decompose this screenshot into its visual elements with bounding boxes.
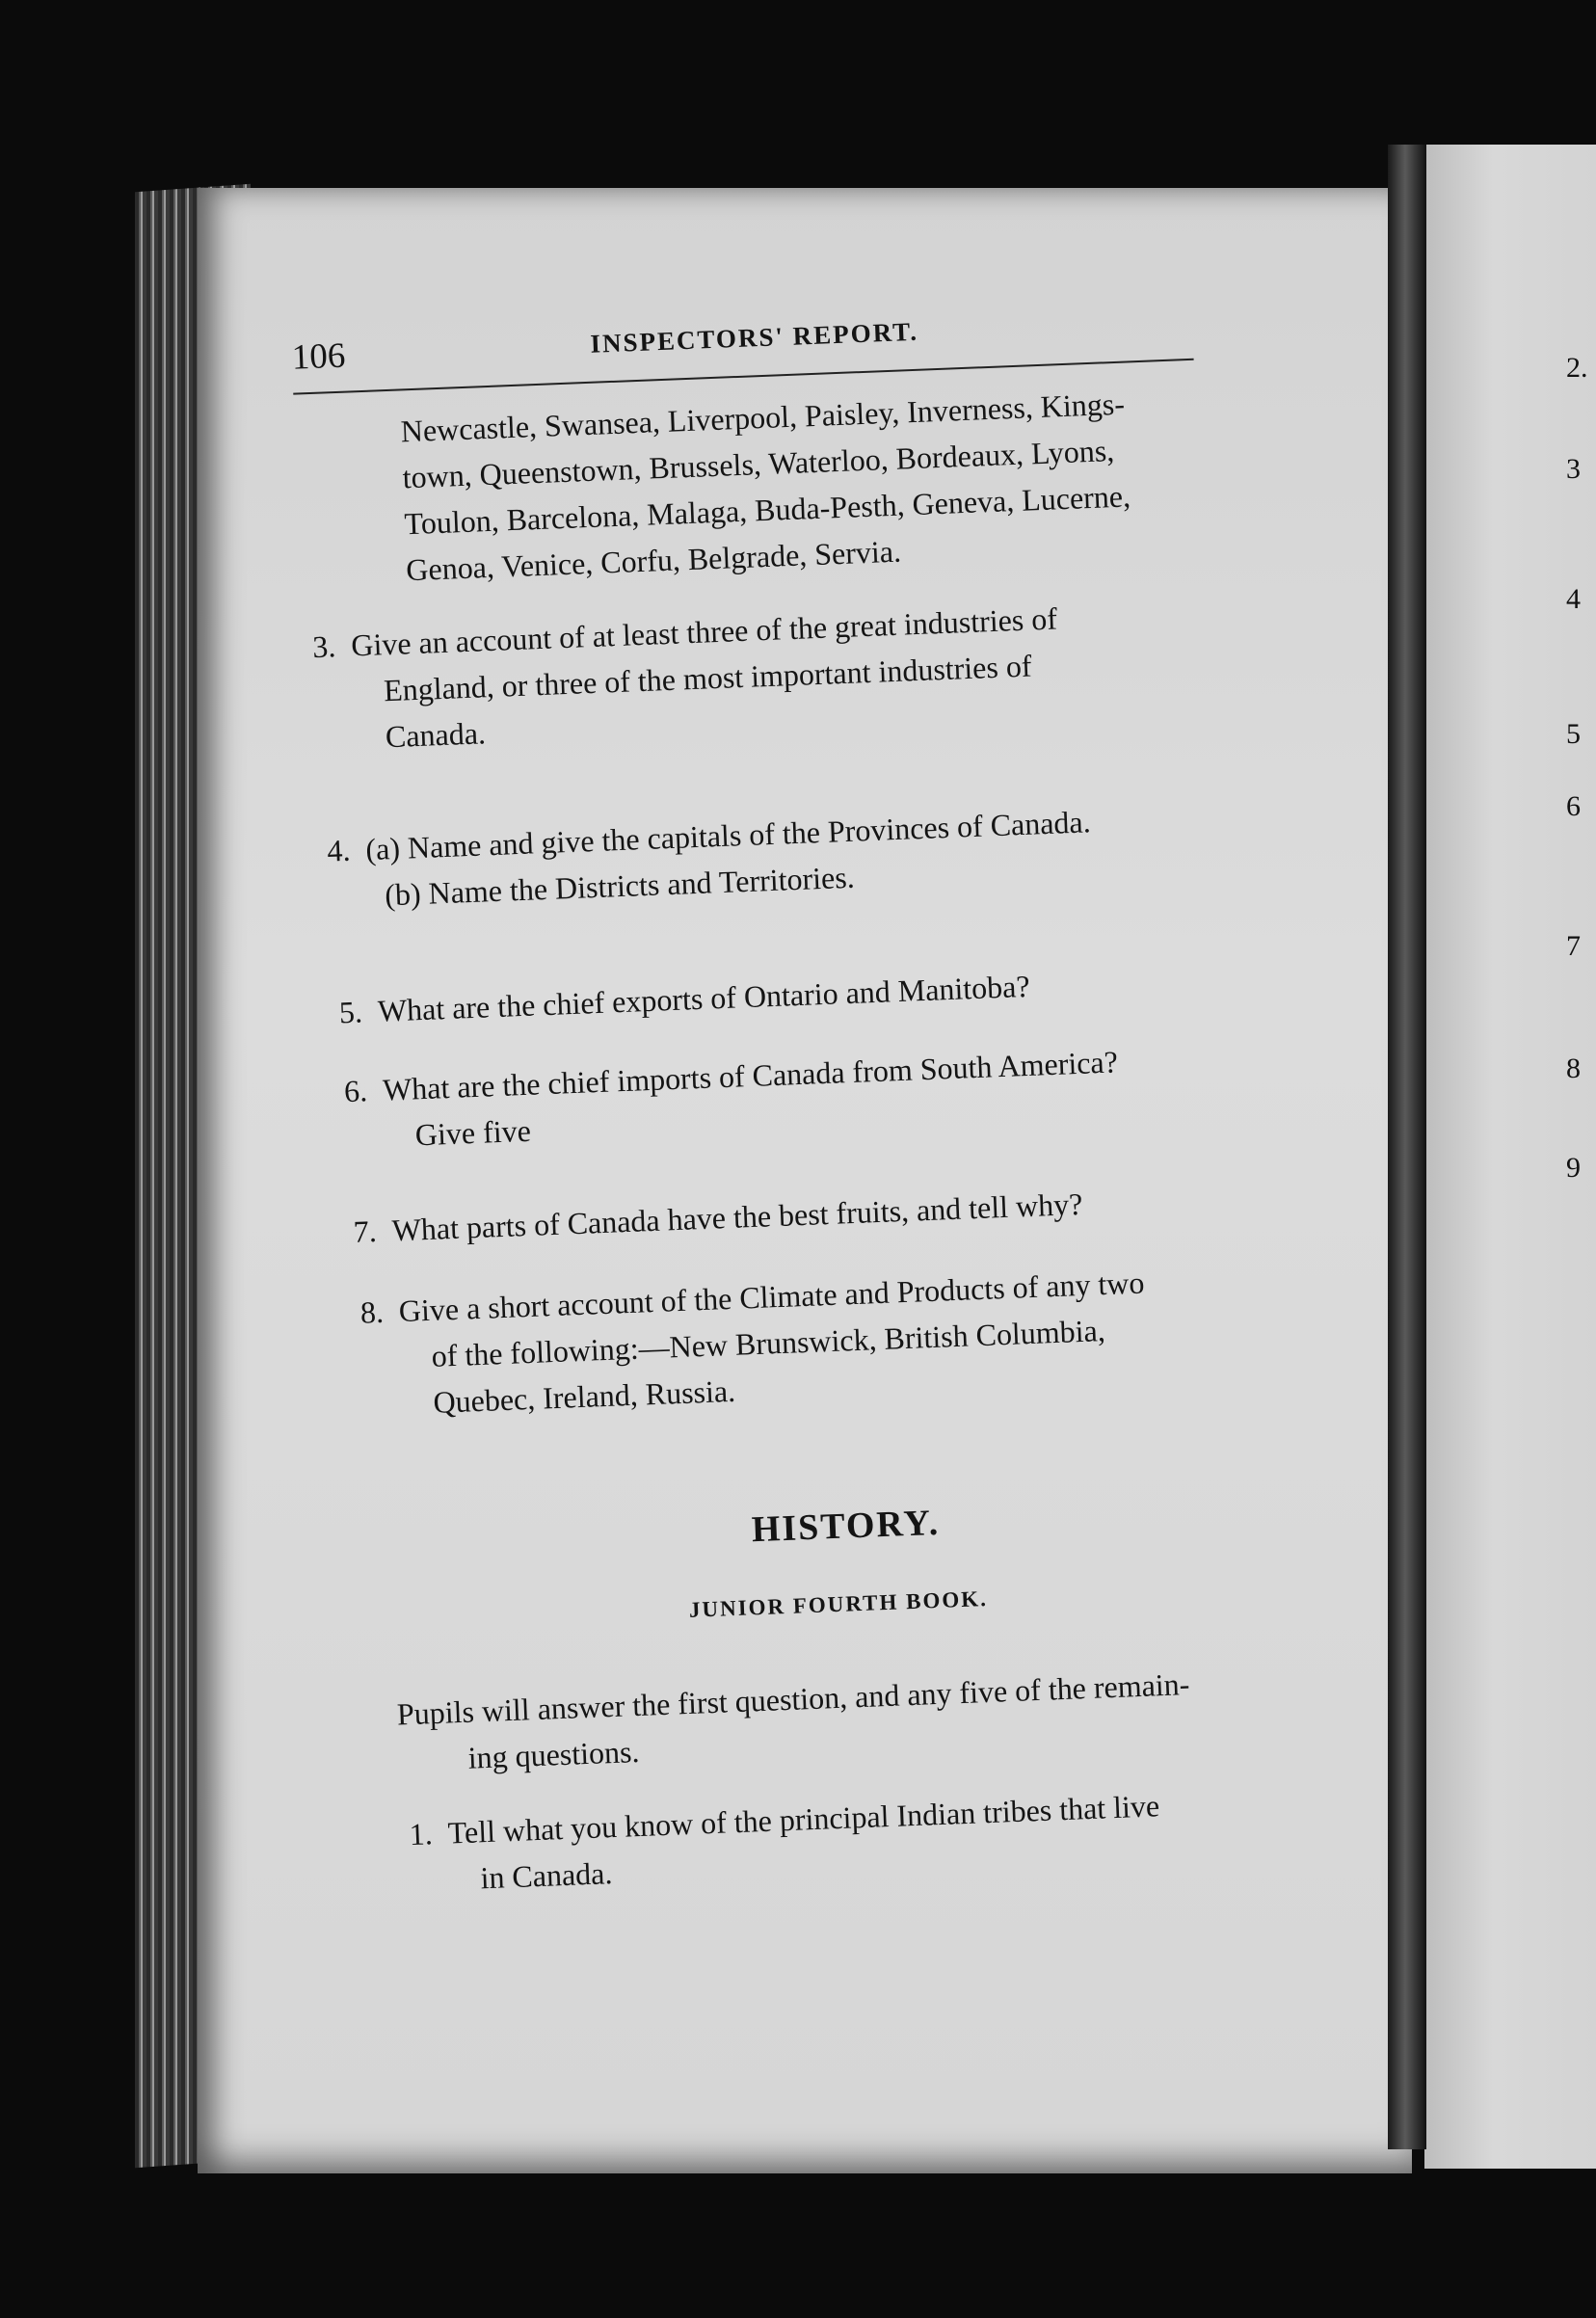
history-question-1: [409, 1782, 1162, 1904]
question-text: Quebec, Ireland, Russia.: [432, 1372, 736, 1420]
question-text: Tell what you know of the principal Indian tribes that live: [447, 1788, 1160, 1851]
question-6: [343, 1038, 1120, 1160]
facing-marker: 2.: [1566, 352, 1588, 384]
question-text: Give a short account of the Climate and Products of any two: [398, 1265, 1146, 1329]
text-line: Toulon, Barcelona, Malaga, Buda-Pesth, Geneva, Lucerne,: [403, 478, 1131, 542]
question-text: What are the chief exports of Ontario and Manitoba?: [377, 968, 1031, 1028]
continuation-paragraph: [400, 381, 1133, 594]
facing-marker: 8: [1566, 1052, 1581, 1084]
question-text: (b) Name the Districts and Territories.: [384, 859, 856, 913]
facing-marker: 9: [1566, 1152, 1581, 1184]
question-number: 5.: [338, 994, 363, 1030]
section-heading: HISTORY.: [751, 1502, 941, 1551]
question-text: in Canada.: [479, 1855, 613, 1896]
question-4: [327, 798, 1094, 919]
facing-marker: 7: [1566, 930, 1581, 962]
question-text: Canada.: [385, 715, 487, 755]
question-number: 7.: [352, 1213, 378, 1249]
facing-marker: 5: [1566, 718, 1581, 750]
question-text: Give an account of at least three of the great industries of: [350, 600, 1058, 663]
question-text: What parts of Canada have the best fruits, and tell why?: [390, 1186, 1083, 1248]
text-line: Newcastle, Swansea, Liverpool, Paisley, Inverness, Kings-: [400, 386, 1126, 449]
question-text: Give five: [414, 1112, 532, 1153]
question-text: What are the chief imports of Canada from South America?: [382, 1044, 1119, 1107]
running-head-title: INSPECTORS' REPORT.: [589, 316, 919, 359]
question-7: [353, 1181, 1083, 1255]
instruction-text: ing questions.: [467, 1733, 641, 1775]
running-head: [291, 303, 1191, 378]
question-number: 8.: [359, 1293, 385, 1330]
text-line: town, Queenstown, Brussels, Waterloo, Bordeaux, Lyons,: [401, 433, 1115, 495]
instructions-paragraph: [396, 1661, 1192, 1784]
page-number: 106: [291, 335, 347, 378]
question-number: 4.: [326, 832, 352, 868]
question-8: [359, 1259, 1149, 1427]
section-subheading: JUNIOR FOURTH BOOK.: [688, 1585, 989, 1622]
facing-marker: 3: [1566, 453, 1581, 485]
question-text: England, or three of the most important industries of: [383, 648, 1033, 708]
question-text: (a) Name and give the capitals of the Provinces of Canada.: [364, 804, 1092, 867]
question-3: [311, 595, 1061, 762]
question-5: [338, 963, 1030, 1035]
facing-marker: 6: [1566, 790, 1581, 822]
facing-marker: 4: [1566, 583, 1581, 615]
instruction-text: Pupils will answer the first question, and any five of the remain-: [396, 1665, 1190, 1732]
question-text: of the following:—New Brunswick, British Columbia,: [431, 1313, 1106, 1373]
question-number: 3.: [311, 628, 337, 665]
text-line: Genoa, Venice, Corfu, Belgrade, Servia.: [405, 533, 902, 588]
question-number: 1.: [409, 1816, 434, 1852]
question-number: 6.: [343, 1073, 368, 1109]
